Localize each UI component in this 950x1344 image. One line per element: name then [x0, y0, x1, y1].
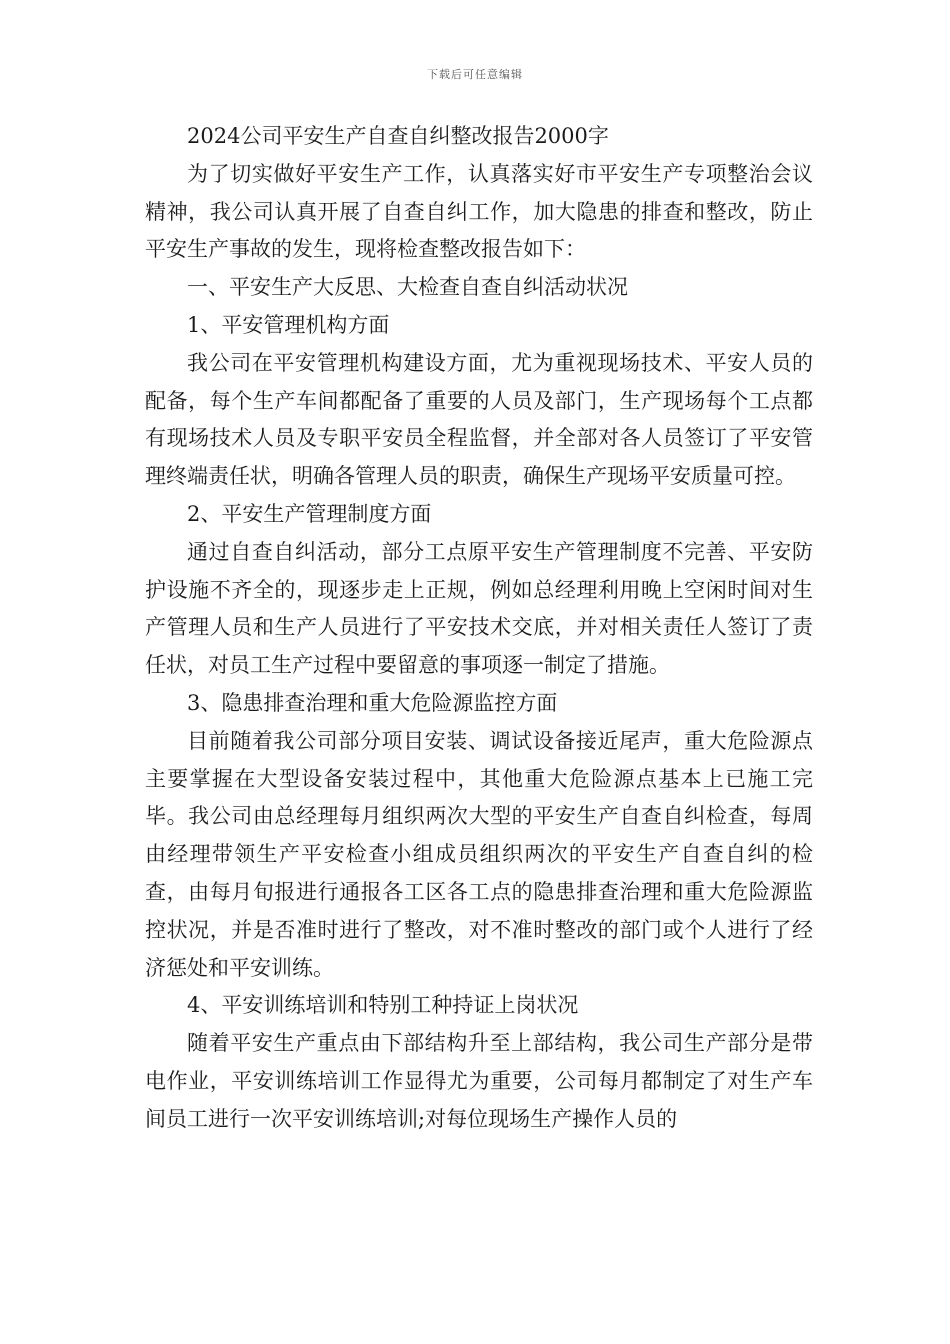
- body-paragraph: 通过自查自纠活动，部分工点原平安生产管理制度不完善、平安防护设施不齐全的，现逐步走上正规，例如总经理利用晚上空闲时间对生产管理人员和生产人员进行了平安技术交底，并对相关责任人签订了责任状，对员工生产过程中要留意的事项逐一制定了措施。: [145, 539, 813, 678]
- body-paragraph: 我公司在平安管理机构建设方面，尤为重视现场技术、平安人员的配备，每个生产车间都配备了重要的人员及部门，生产现场每个工点都有现场技术人员及专职平安员全程监督，并全部对各人员签订了平安管理终端责任状，明确各管理人员的职责，确保生产现场平安质量可控。: [145, 350, 813, 489]
- subsection-heading: 4、平安训练培训和特别工种持证上岗状况: [187, 993, 579, 1018]
- subsection-heading: 2、平安生产管理制度方面: [187, 501, 432, 526]
- document-body: [145, 118, 813, 1139]
- section-heading: 一、平安生产大反思、大检查自查自纠活动状况: [187, 275, 628, 300]
- document-title: 2024公司平安生产自查自纠整改报告2000字: [187, 124, 609, 148]
- subsection-heading: 1、平安管理机构方面: [187, 312, 390, 337]
- page-header: 下载后可任意编辑: [427, 68, 523, 81]
- intro-paragraph: 为了切实做好平安生产工作，认真落实好市平安生产专项整治会议精神，我公司认真开展了自查自纠工作，加大隐患的排查和整改，防止平安生产事故的发生，现将检查整改报告如下：: [145, 161, 813, 262]
- body-paragraph: 随着平安生产重点由下部结构升至上部结构，我公司生产部分是带电作业，平安训练培训工作显得尤为重要，公司每月都制定了对生产车间员工进行一次平安训练培训;对每位现场生产操作人员的: [145, 1031, 813, 1131]
- body-paragraph: 目前随着我公司部分项目安装、调试设备接近尾声，重大危险源点主要掌握在大型设备安装过程中，其他重大危险源点基本上已施工完毕。我公司由总经理每月组织两次大型的平安生产自查自纠检查，每周由经理带领生产平安检查小组成员组织两次的平安生产自查自纠的检查，由每月旬报进行通报各工区各工点的隐患排查治理和重大危险源监控状况，并是否准时进行了整改，对不准时整改的部门或个人进行了经济惩处和平安训练。: [145, 728, 813, 980]
- subsection-heading: 3、隐患排查治理和重大危险源监控方面: [187, 690, 558, 715]
